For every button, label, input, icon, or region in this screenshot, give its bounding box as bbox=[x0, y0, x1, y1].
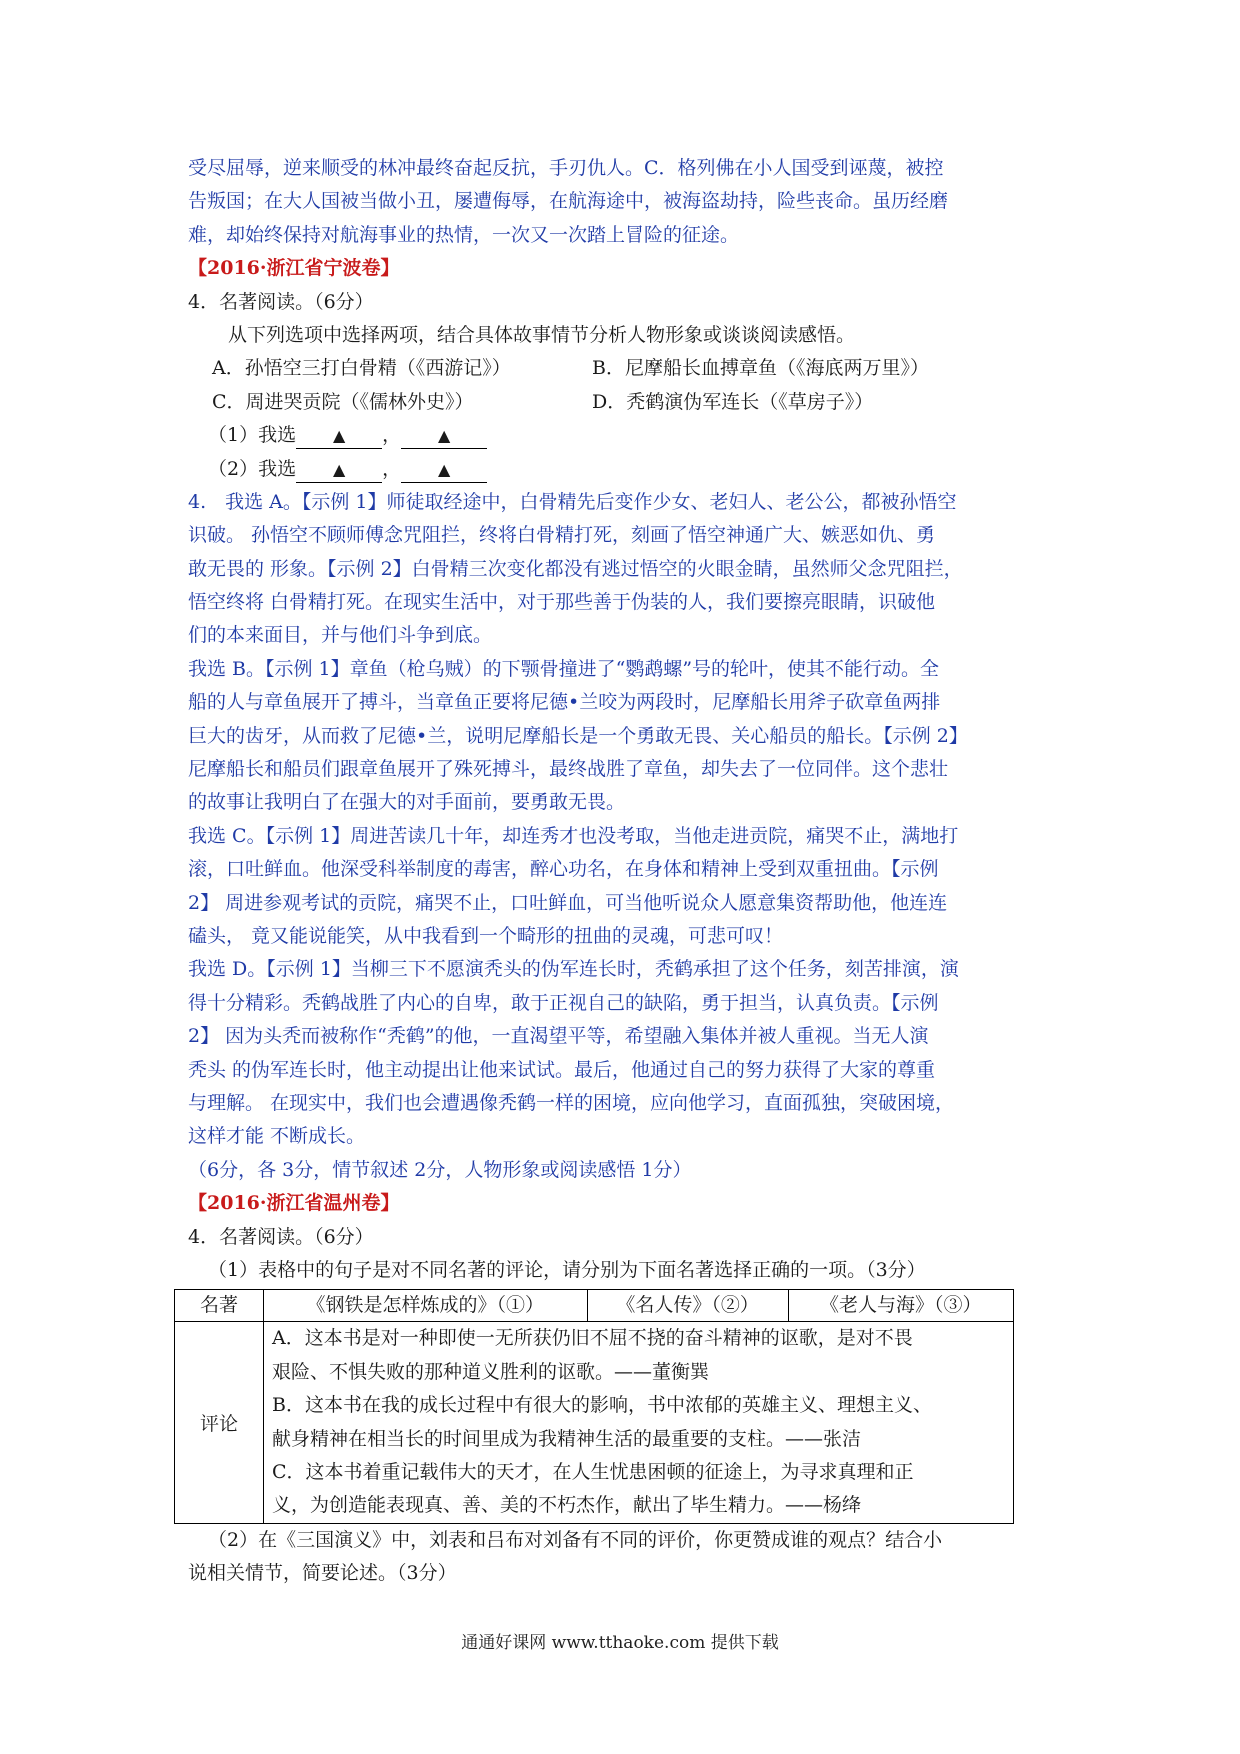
answer-line-1 bbox=[188, 419, 1060, 452]
answer-text-line: 识破。 孙悟空不顾师傅念咒阻拦，终将白骨精打死，刻画了悟空神通广大、嫉恶如仇、勇 bbox=[188, 524, 936, 547]
answer-text-line: 2】 因为头秃而被称作“秃鹤”的他，一直渴望平等，希望融入集体并被人重视。当无人演 bbox=[188, 1025, 929, 1048]
answer-text-line: 得十分精彩。秃鹤战胜了内心的自卑，敢于正视自己的缺陷，勇于担当，认真负责。【示例 bbox=[188, 991, 939, 1014]
table-head-label: 名著 bbox=[175, 1290, 264, 1322]
table-row-label: 评论 bbox=[175, 1322, 264, 1523]
question-instruction: 从下列选项中选择两项，结合具体故事情节分析人物形象或谈谈阅读感悟。 bbox=[228, 323, 856, 346]
review-line: A．这本书是对一种即使一无所获仍旧不屈不挠的奋斗精神的讴歌，是对不畏 bbox=[272, 1327, 913, 1350]
answer-text-line: 的故事让我明白了在强大的对手面前，要勇敢无畏。 bbox=[188, 791, 626, 814]
question-title: 4．名著阅读。（6分） bbox=[188, 1225, 374, 1248]
intro-line: 受尽屈辱，逆来顺受的林冲最终奋起反抗，手刃仇人。C．格列佛在小人国受到诬蔑，被控 bbox=[188, 157, 944, 179]
answer-text-line: 船的人与章鱼展开了搏斗，当章鱼正要将尼德•兰咬为两段时，尼摩船长用斧子砍章鱼两排 bbox=[188, 691, 941, 714]
table-book-cell: 《名人传》（②） bbox=[587, 1290, 788, 1322]
option-c: C．周进哭贡院（《儒林外史》） bbox=[212, 390, 474, 413]
answer-text-line: 4. 我选 A。【示例 1】师徒取经途中，白骨精先后变作少女、老妇人、老公公，都被孙悟空 bbox=[188, 490, 957, 513]
answer-text-line: 2】 周进参观考试的贡院，痛哭不止，口吐鲜血，可当他听说众人愿意集资帮助他，他连连 bbox=[188, 891, 948, 914]
answer-text-line: 们的本来面目，并与他们斗争到底。 bbox=[188, 624, 493, 647]
sub-question-2-cont: 说相关情节，简要论述。（3分） bbox=[188, 1562, 457, 1585]
scoring-note: （6分，各 3分，情节叙述 2分，人物形象或阅读感悟 1分） bbox=[188, 1158, 692, 1181]
answer-label: （2）我选 bbox=[208, 457, 297, 480]
options-row bbox=[188, 386, 1060, 419]
answer-explanation bbox=[188, 486, 1060, 1187]
intro-line: 难，却始终保持对航海事业的热情，一次又一次踏上冒险的征途。 bbox=[188, 223, 740, 246]
answer-text-line: 滚，口吐鲜血。他深受科举制度的毒害，醉心功名，在身体和精神上受到双重扭曲。【示例 bbox=[188, 858, 939, 881]
table-review-row bbox=[175, 1322, 1014, 1523]
sub-question-1: （1）表格中的句子是对不同名著的评论，请分别为下面名著选择正确的一项。（3分） bbox=[208, 1258, 926, 1281]
review-line: C．这本书着重记载伟大的天才，在人生忧患困顿的征途上，为寻求真理和正 bbox=[272, 1460, 914, 1483]
table-review-cell bbox=[264, 1322, 1014, 1523]
review-line: 献身精神在相当长的时间里成为我精神生活的最重要的支柱。——张洁 bbox=[272, 1427, 862, 1450]
review-line: B．这本书在我的成长过程中有很大的影响，书中浓郁的英雄主义、理想主义、 bbox=[272, 1394, 932, 1417]
sub-question-2: （2）在《三国演义》中，刘表和吕布对刘备有不同的评价，你更赞成谁的观点？结合小 bbox=[208, 1528, 943, 1551]
answer-text-line: 我选 D。【示例 1】当柳三下不愿演秃头的伪军连长时，秃鹤承担了这个任务，刻苦排演，演 bbox=[188, 958, 959, 981]
answer-text-line: 我选 C。【示例 1】周进苦读几十年，却连秀才也没考取，当他走进贡院，痛哭不止，满地打 bbox=[188, 824, 959, 847]
answer-text-line: 这样才能 不断成长。 bbox=[188, 1125, 366, 1148]
answer-text-line: 秃头 的伪军连长时，他主动提出让他来试试。最后，他通过自己的努力获得了大家的尊重 bbox=[188, 1058, 936, 1081]
page-content bbox=[188, 152, 1060, 1591]
answer-separator: ， bbox=[382, 457, 402, 480]
answer-blank: ▲ bbox=[296, 424, 382, 449]
page-footer: 通通好课网 www.tthaoke.com 提供下载 bbox=[461, 1633, 779, 1653]
option-d: D．秃鹤演伪军连长（《草房子》） bbox=[592, 390, 874, 413]
answer-line-2 bbox=[188, 453, 1060, 486]
table-book-cell: 《老人与海》（③） bbox=[788, 1290, 1013, 1322]
answer-blank: ▲ bbox=[296, 458, 382, 483]
answer-text-line: 尼摩船长和船员们跟章鱼展开了殊死搏斗，最终战胜了章鱼，却失去了一位同伴。这个悲壮 bbox=[188, 758, 949, 781]
answer-text-line: 与理解。 在现实中，我们也会遭遇像秃鹤一样的困境，应向他学习，直面孤独，突破困境， bbox=[188, 1091, 955, 1114]
section-header-ningbo: 【2016·浙江省宁波卷】 bbox=[188, 257, 400, 280]
answer-label: （1）我选 bbox=[208, 424, 297, 447]
section-header-wenzhou: 【2016·浙江省温州卷】 bbox=[188, 1192, 400, 1215]
intro-paragraph bbox=[188, 152, 1060, 252]
review-line: 义，为创造能表现真、善、美的不朽杰作，献出了毕生精力。——杨绛 bbox=[272, 1494, 862, 1517]
answer-separator: ， bbox=[382, 424, 402, 447]
table-header-row bbox=[175, 1290, 1014, 1322]
question-title: 4．名著阅读。（6分） bbox=[188, 290, 374, 313]
table-book-cell: 《钢铁是怎样炼成的》（①） bbox=[264, 1290, 588, 1322]
answer-text-line: 磕头， 竟又能说能笑，从中我看到一个畸形的扭曲的灵魂，可悲可叹！ bbox=[188, 924, 784, 947]
answer-blank: ▲ bbox=[401, 458, 487, 483]
answer-text-line: 巨大的齿牙，从而救了尼德•兰，说明尼摩船长是一个勇敢无畏、关心船员的船长。【示例 2】 bbox=[188, 724, 968, 747]
review-line: 艰险、不惧失败的那种道义胜利的讴歌。——董衡巽 bbox=[272, 1360, 710, 1383]
answer-text-line: 悟空终将 白骨精打死。在现实生活中，对于那些善于伪装的人，我们要擦亮眼睛，识破他 bbox=[188, 591, 936, 614]
review-table bbox=[174, 1289, 1014, 1523]
option-b: B．尼摩船长血搏章鱼（《海底两万里》） bbox=[592, 357, 929, 380]
answer-text-line: 我选 B。【示例 1】章鱼（枪乌贼）的下颚骨撞进了“鹦鹉螺”号的轮叶，使其不能行动。全 bbox=[188, 657, 940, 680]
answer-blank: ▲ bbox=[401, 424, 487, 449]
options-row bbox=[188, 352, 1060, 385]
intro-line: 告叛国；在大人国被当做小丑，屡遭侮辱，在航海途中，被海盗劫持，险些丧命。虽历经磨 bbox=[188, 190, 949, 213]
option-a: A．孙悟空三打白骨精（《西游记》） bbox=[212, 357, 511, 380]
answer-text-line: 敢无畏的 形象。【示例 2】白骨精三次变化都没有逃过悟空的火眼金睛，虽然师父念咒阻拦， bbox=[188, 557, 963, 580]
